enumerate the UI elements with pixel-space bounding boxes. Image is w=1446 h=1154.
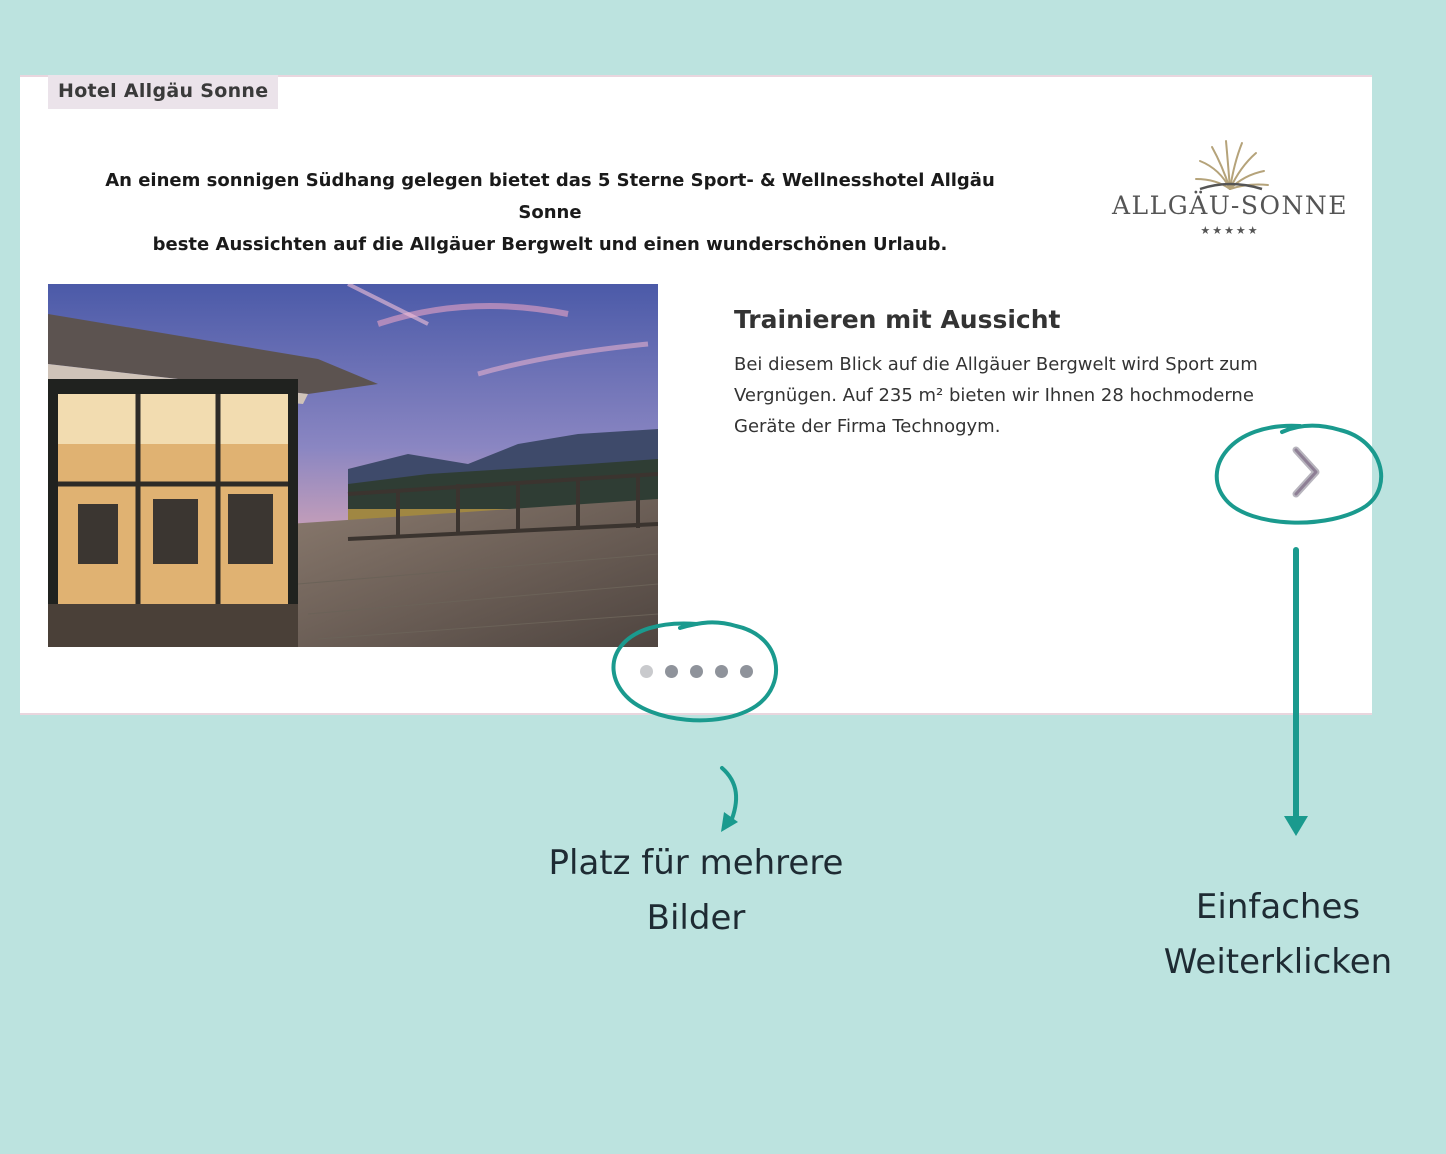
intro-text [100, 165, 1000, 261]
dots-annotation [540, 836, 852, 946]
dots-pointer-arrow-icon [722, 768, 736, 824]
gym-terrace-photo [48, 284, 658, 647]
dots-annotation-line-2: Bilder [646, 898, 746, 938]
carousel-dot[interactable] [715, 665, 728, 678]
arrow-annotation-line-2: Weiterklicken [1163, 942, 1393, 982]
hotel-logo [1110, 139, 1350, 259]
carousel-dot[interactable] [665, 665, 678, 678]
arrow-annotation-line-1: Einfaches [1195, 887, 1361, 927]
intro-line-1: An einem sonnigen Südhang gelegen bietet das 5 Sterne Sport- & Wellnesshotel Allgäu Sonne [105, 170, 995, 223]
carousel-dots [640, 665, 753, 681]
carousel-dot[interactable] [740, 665, 753, 678]
next-slide-button[interactable] [1288, 444, 1324, 500]
dots-annotation-line-1: Platz für mehrere [548, 843, 844, 883]
hotel-tab: Hotel Allgäu Sonne [48, 75, 278, 109]
chevron-right-icon [1288, 444, 1324, 500]
intro-line-2: beste Aussichten auf die Allgäuer Bergwelt und einen wunderschönen Urlaub. [152, 234, 948, 255]
carousel-dot[interactable] [690, 665, 703, 678]
sun-rays-logo-icon [1190, 139, 1270, 191]
hotel-card [20, 75, 1372, 715]
slide-title: Trainieren mit Aussicht [734, 305, 1061, 334]
carousel-dot[interactable] [640, 665, 653, 678]
slide-description: Bei diesem Blick auf die Allgäuer Bergwelt wird Sport zum Vergnügen. Auf 235 m² bieten wir Ihnen 28 hochmoderne Geräte der Firma Technogym. [734, 354, 1258, 437]
arrow-annotation [1150, 880, 1406, 990]
logo-name: ALLGÄU-SONNE [1112, 191, 1348, 220]
logo-stars: ★★★★★ [1200, 224, 1260, 237]
